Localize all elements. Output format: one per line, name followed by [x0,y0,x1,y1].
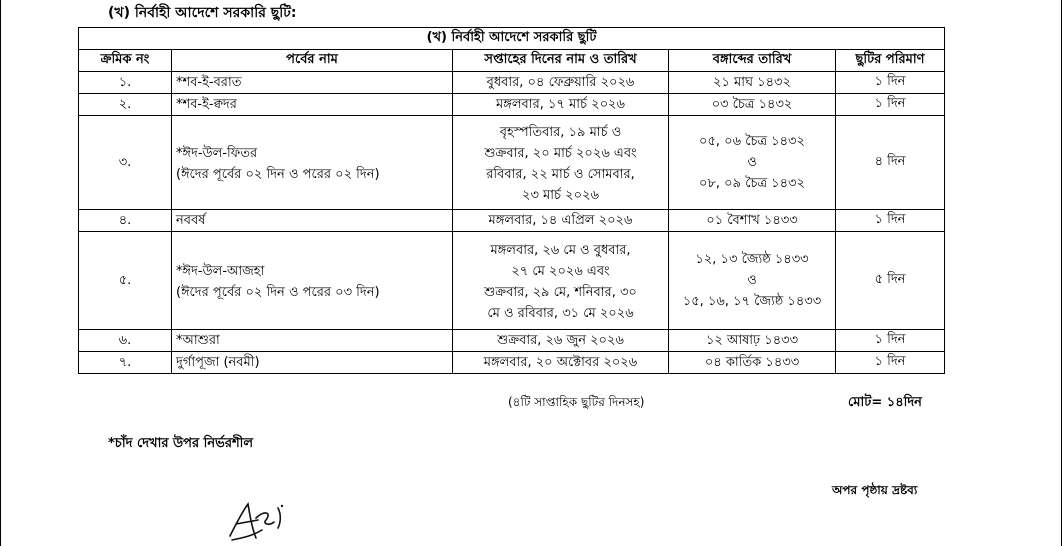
table-row [79,210,945,232]
bangla-date-line: ০৫, ০৬ চৈত্র ১৪৩২ [699,134,805,149]
cell-serial: ৭. [79,352,172,374]
festival-name-line: *শব-ই-ক্বদর [176,96,237,112]
header-day: সপ্তাহের দিনের নাম ও তারিখ [453,50,669,72]
bangla-date-line: ১২ আষাঢ় ১৪৩৩ [705,332,799,348]
section-heading: (খ) নির্বাহী আদেশে সরকারি ছুটি: [108,5,297,21]
day-date-line: শুক্রবার, ২৬ জুন ২০২৬ [497,332,624,348]
festival-name-line: *ঈদ-উল-ফিতর [176,145,258,161]
cell-amount: ১ দিন [836,330,945,352]
table-title: (খ) নির্বাহী আদেশে সরকারি ছুটি [79,28,945,50]
day-date-line: বৃহস্পতিবার, ১৯ মার্চ ও [499,124,622,140]
cell-festival-name [172,232,453,330]
cell-bangla-date [669,232,836,330]
cell-amount: ১ দিন [836,94,945,116]
cell-bangla-date [669,352,836,374]
festival-name-line: নববর্ষ [176,212,206,228]
bangla-date-line: ০৪ কার্তিক ১৪৩৩ [704,354,800,370]
table-row [79,330,945,352]
cell-amount: ১ দিন [836,352,945,374]
cell-day-date [453,352,669,374]
header-name: পর্বের নাম [172,50,453,72]
bangla-date-line: ০১ বৈশাখ ১৪৩৩ [706,212,798,228]
signature-icon [222,494,292,544]
festival-name-line: *আশুরা [176,332,220,348]
bangla-date-line: ০৮, ০৯ চৈত্র ১৪৩২ [699,176,805,191]
cell-amount: ৫ দিন [836,232,945,330]
bangla-date-line: ০৩ চৈত্র ১৪৩২ [711,96,793,112]
moon-sighting-footnote: *চাঁদ দেখার উপর নির্ভরশীল [108,436,254,451]
cell-bangla-date [669,210,836,232]
cell-day-date [453,116,669,210]
holiday-table [78,27,945,374]
cell-day-date [453,330,669,352]
cell-day-date [453,94,669,116]
see-next-page-note: অপর পৃষ্ঠায় দ্রষ্টব্য [832,483,918,497]
table-row [79,352,945,374]
day-date-line: মঙ্গলবার, ২০ অক্টোবর ২০২৬ [483,354,638,370]
day-date-line: রবিবার, ২২ মার্চ ও সোমবার, [486,166,635,182]
cell-festival-name [172,352,453,374]
day-date-line: মঙ্গলবার, ১৭ মার্চ ২০২৬ [496,96,625,112]
cell-festival-name [172,94,453,116]
cell-amount: ৪ দিন [836,116,945,210]
cell-festival-name [172,116,453,210]
bangla-date-line: ১৫, ১৬, ১৭ জ্যৈষ্ঠ ১৪৩৩ [682,294,822,309]
cell-amount: ১ দিন [836,210,945,232]
total-days: মোট= ১৪দিন [848,395,922,410]
page-left-border [0,0,1,546]
cell-serial: ৫. [79,232,172,330]
table-body [79,72,945,374]
day-date-line: মে ও রবিবার, ৩১ মে ২০২৬ [487,305,634,321]
day-date-line: ২৩ মার্চ ২০২৬ [522,187,599,203]
cell-bangla-date [669,330,836,352]
cell-festival-name [172,210,453,232]
bangla-date-line: ২১ মাঘ ১৪৩২ [713,74,791,90]
bangla-date-line: ও [747,273,757,288]
day-date-line: মঙ্গলবার, ২৬ মে ও বুধবার, [490,242,631,258]
cell-day-date [453,72,669,94]
table-row [79,72,945,94]
day-date-line: বুধবার, ০৪ ফেব্রুয়ারি ২০২৬ [486,74,635,90]
cell-bangla-date [669,94,836,116]
festival-name-line: দুর্গাপূজা (নবমী) [176,354,260,370]
festival-name-line: (ঈদের পূর্বের ০২ দিন ও পরের ০২ দিন) [176,166,380,182]
cell-day-date [453,210,669,232]
header-amount: ছুটির পরিমাণ [836,50,945,72]
cell-bangla-date [669,116,836,210]
weekly-holiday-note: (৪টি সাপ্তাহিক ছুটির দিনসহ) [508,395,645,409]
header-bangla-date: বঙ্গাব্দের তারিখ [669,50,836,72]
day-date-line: শুক্রবার, ২০ মার্চ ২০২৬ এবং [484,145,637,161]
header-serial: ক্রমিক নং [79,50,172,72]
bangla-date-line: ও [747,155,757,170]
cell-serial: ৩. [79,116,172,210]
festival-name-line: *শব-ই-বরাত [176,74,242,90]
day-date-line: ২৭ মে ২০২৬ এবং [511,263,610,279]
day-date-line: মঙ্গলবার, ১৪ এপ্রিল ২০২৬ [488,212,633,228]
cell-amount: ১ দিন [836,72,945,94]
cell-bangla-date [669,72,836,94]
cell-day-date [453,232,669,330]
cell-festival-name [172,330,453,352]
table-row [79,116,945,210]
festival-name-line: (ঈদের পূর্বের ০২ দিন ও পরের ০৩ দিন) [176,284,380,300]
bangla-date-line: ১২, ১৩ জ্যৈষ্ঠ ১৪৩৩ [695,252,809,267]
festival-name-line: *ঈদ-উল-আজহা [176,263,265,279]
cell-serial: ১. [79,72,172,94]
cell-festival-name [172,72,453,94]
cell-serial: ২. [79,94,172,116]
cell-serial: ৬. [79,330,172,352]
day-date-line: শুক্রবার, ২৯ মে, শনিবার, ৩০ [484,284,637,300]
table-row [79,94,945,116]
cell-serial: ৪. [79,210,172,232]
table-row [79,232,945,330]
